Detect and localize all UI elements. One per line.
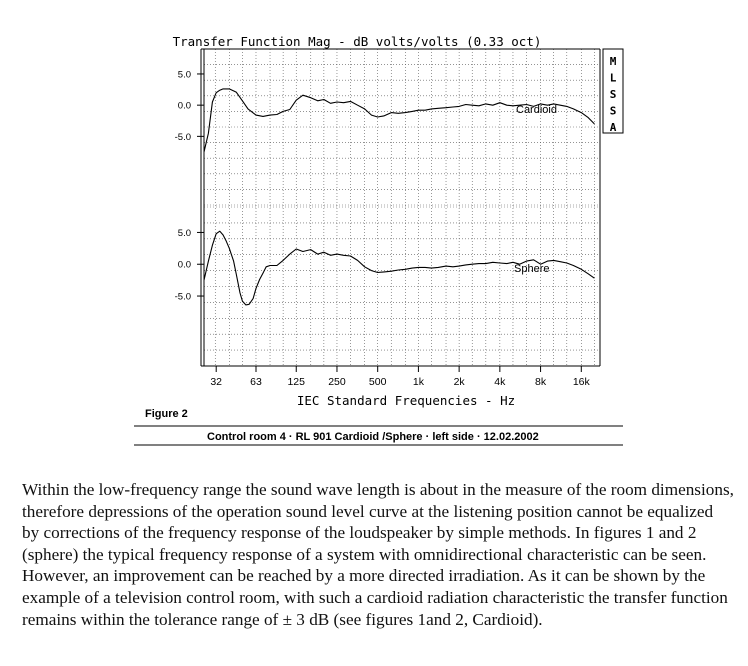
x-tick-label: 500 [368, 376, 387, 388]
x-axis-label: IEC Standard Frequencies - Hz [296, 393, 516, 408]
side-label-letter: A [609, 121, 617, 134]
y-tick-label: -5.0 [174, 291, 191, 303]
series-label: Cardioid [516, 104, 557, 116]
figure-label: Figure 2 [145, 408, 188, 420]
x-axis-ticks [210, 366, 590, 388]
x-tick-label: 16k [572, 376, 590, 388]
series-labels [514, 104, 557, 275]
side-label-letter: S [609, 104, 617, 118]
body-text [22, 479, 734, 630]
body-paragraph: However, an improvement can be reached by a more directed irradiation. As it can be shown by the example of a television control room, with such a cardioid radiation characteristic the transfer function remains within the tolerance range of ± 3 dB (see figures 1and 2, Cardioid). [22, 566, 728, 629]
side-label [610, 55, 617, 134]
body-paragraph: Within the low-frequency range the sound wave length is about in the measure of the room dimensions, therefore depressions of the operation sound level curve at the listening position cannot be equalized by corrections of the frequency response of the loudspeaker by simple methods. In figures 1 and 2 (sphere) the typical frequency response of a system with omnidirectional characteristic can be seen. [22, 480, 734, 564]
x-tick-label: 8k [535, 376, 547, 388]
side-label-letter: S [609, 88, 617, 101]
side-label-letter: L [609, 71, 617, 85]
y-tick-label: 0.0 [177, 100, 191, 112]
y-axis-ticks [175, 69, 204, 302]
y-tick-label: 0.0 [177, 259, 191, 271]
figure-caption: Control room 4 · RL 901 Cardioid /Sphere · left side · 12.02.2002 [207, 431, 539, 443]
side-label-letter: M [609, 55, 617, 68]
series-label: Sphere [514, 263, 550, 275]
x-tick-label: 125 [287, 376, 306, 388]
y-tick-label: 5.0 [177, 69, 191, 81]
y-tick-label: -5.0 [174, 131, 191, 143]
x-tick-label: 250 [328, 376, 346, 388]
grid-lines [204, 49, 600, 366]
x-tick-label: 1k [412, 376, 424, 388]
x-tick-label: 2k [453, 376, 465, 388]
chart-title: Transfer Function Mag - dB volts/volts (0.33 oct) [172, 34, 542, 49]
y-tick-label: 5.0 [177, 227, 191, 239]
x-tick-label: 32 [210, 376, 223, 388]
x-tick-label: 4k [494, 376, 506, 388]
x-tick-label: 63 [250, 376, 262, 388]
